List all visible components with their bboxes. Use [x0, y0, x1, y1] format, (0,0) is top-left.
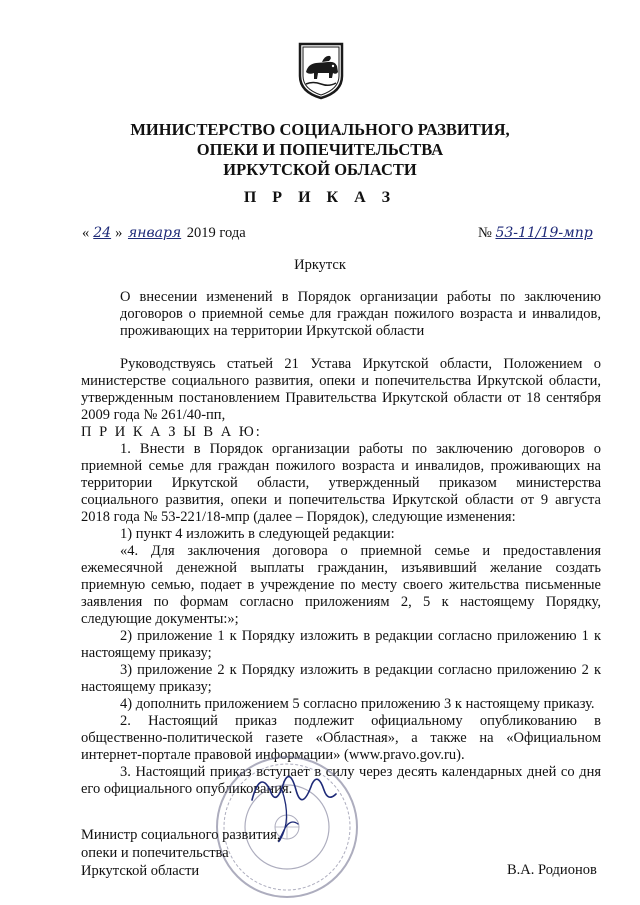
- paragraph-1-2: 2) приложение 1 к Порядку изложить в редакции согласно приложению 1 к настоящему приказу;: [81, 628, 601, 661]
- signatory-name: В.А. Родионов: [507, 862, 597, 878]
- city-name: Иркутск: [294, 257, 346, 273]
- order-command-word: П Р И К А З Ы В А Ю:: [81, 424, 262, 440]
- date-day: 24: [93, 225, 112, 241]
- date-quote-open: «: [82, 225, 90, 241]
- signatory-position-line-2: опеки и попечительства: [81, 845, 229, 861]
- paragraph-1-4: 4) дополнить приложением 5 согласно приложению 3 к настоящему приказу.: [120, 696, 595, 712]
- number-value: 53-11/19-мпр: [495, 225, 593, 241]
- signatory-position-line-3: Иркутской области: [81, 863, 200, 879]
- paragraph-3: 3. Настоящий приказ вступает в силу через десять календарных дней со дня его официального опубликования.: [81, 764, 601, 797]
- paragraph-1: 1. Внести в Порядок организации работы по заключению договоров о приемной семье для граждан пожилого возраста и инвалидов, проживающих на территории Иркутской области, утвержденный приказом министерства социального развития, опеки и попечительства Иркутской области от 9 августа 2018 года № 53-221/18-мпр (далее – Порядок), следующие изменения:: [81, 441, 601, 525]
- date-quote-close: »: [115, 225, 123, 241]
- paragraph-2: 2. Настоящий приказ подлежит официальному опубликованию в общественно-политической газете «Областная», а также на «Официальном интернет-портале правовой информации» (www.pravo.gov.ru).: [81, 713, 601, 763]
- number-prefix: №: [478, 225, 492, 241]
- order-body: [81, 356, 601, 798]
- date-year: 2019 года: [186, 225, 246, 241]
- paragraph-1-1: 1) пункт 4 изложить в следующей редакции:: [120, 526, 395, 542]
- order-subject: О внесении изменений в Порядок организации работы по заключению договоров о приемной семье для граждан пожилого возраста и инвалидов, проживающих на территории Иркутской области: [120, 289, 601, 339]
- ministry-name-line-1: МИНИСТЕРСТВО СОЦИАЛЬНОГО РАЗВИТИЯ,: [130, 120, 510, 139]
- order-number: [478, 225, 593, 242]
- signatory-position-line-1: Министр социального развития,: [81, 827, 281, 843]
- date-month: января: [127, 225, 182, 241]
- document-type-title: П Р И К А З: [243, 189, 397, 206]
- paragraph-quote-4: «4. Для заключения договора о приемной семье и предоставления ежемесячной денежной выплаты гражданин, изъявивший желание создать приемную семью, подает в учреждение по месту своего жительства письменные заявления по формам согласно приложениям 2, 5 к настоящему Порядку, следующие документы:»;: [81, 543, 601, 627]
- paragraph-1-3: 3) приложение 2 к Порядку изложить в редакции согласно приложению 2 к настоящему приказу;: [81, 662, 601, 695]
- ministry-name-line-2: ОПЕКИ И ПОПЕЧИТЕЛЬСТВА: [196, 140, 444, 159]
- signatory-position: [81, 826, 281, 880]
- ministry-name-line-3: ИРКУТСКОЙ ОБЛАСТИ: [223, 160, 417, 179]
- preamble-paragraph: Руководствуясь статьей 21 Устава Иркутской области, Положением о министерстве социального развития, опеки и попечительства Иркутской области, утвержденным постановлением Правительства Иркутской области от 18 сентября 2009 года № 261/40-пп,: [81, 356, 601, 423]
- ministry-name: [0, 120, 640, 180]
- irkutsk-coat-of-arms-icon: [298, 42, 344, 100]
- order-date: [82, 225, 246, 242]
